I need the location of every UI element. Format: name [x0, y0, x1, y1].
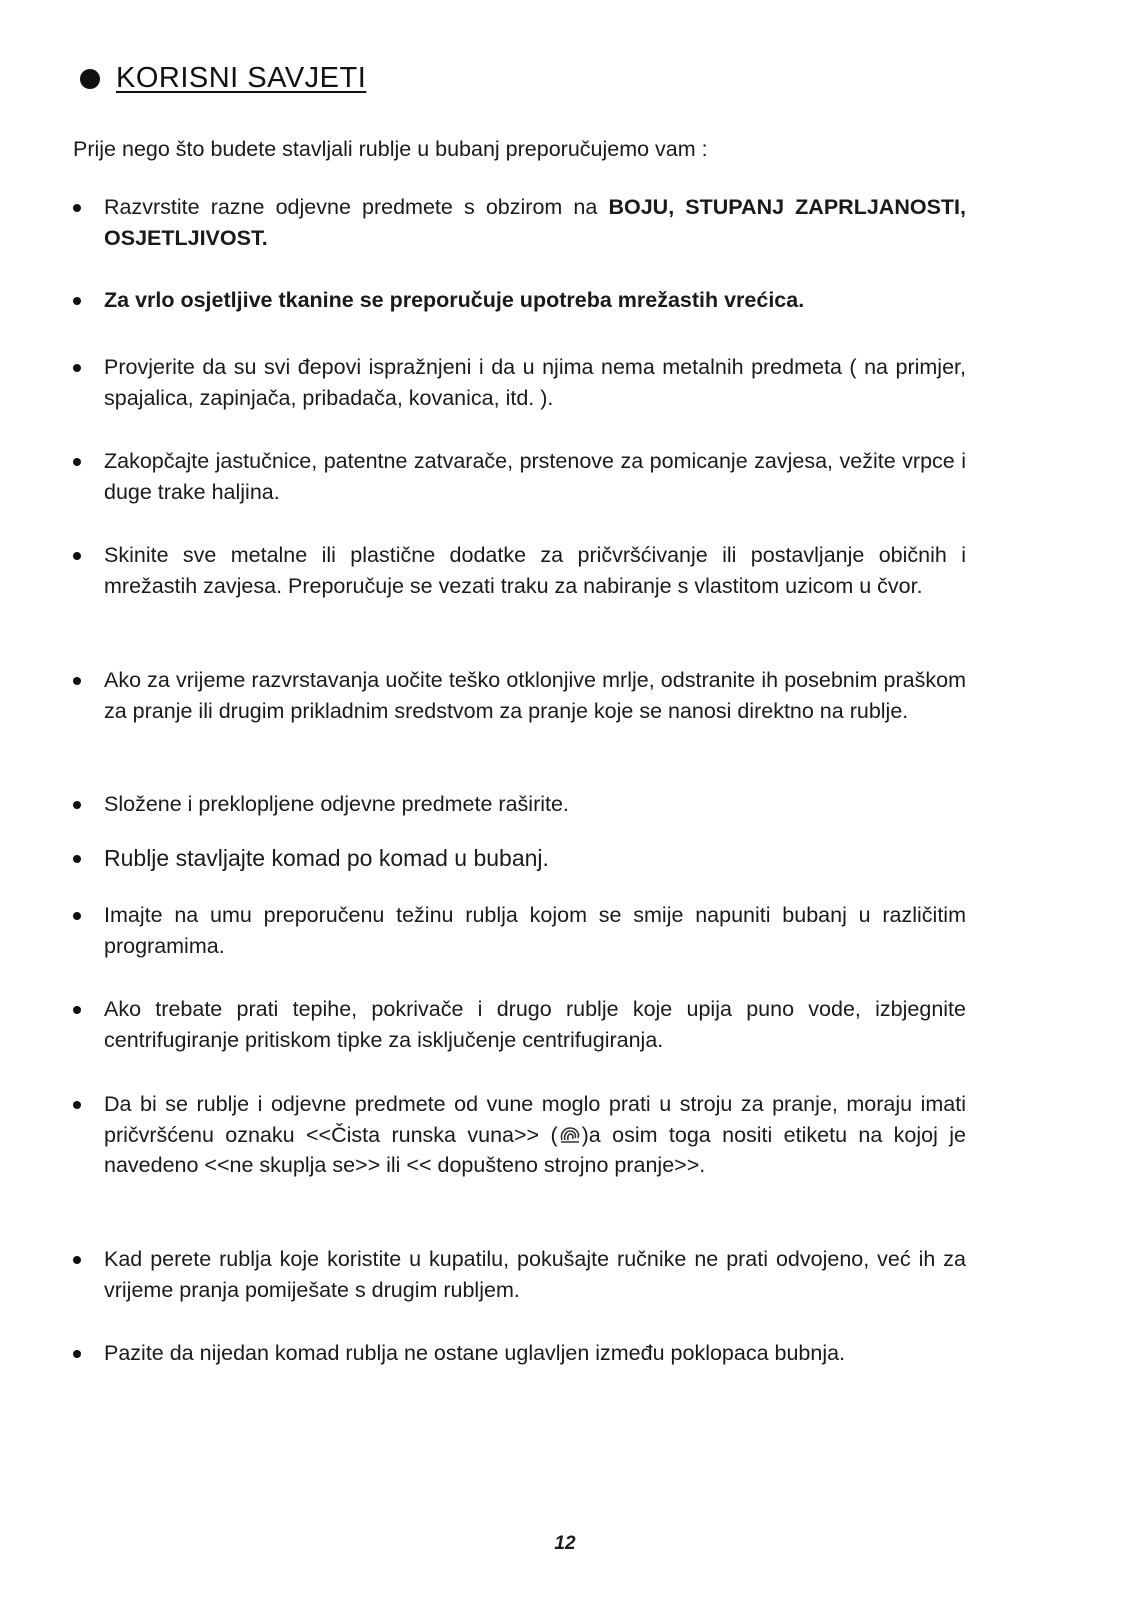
item-text: Da bi se rublje i odjevne predmete od vune moglo prati u stroju za pranje, moraju imati pričvršćenu oznaku <<Čista runska vuna>> (: [104, 1092, 966, 1147]
page-number: 12: [554, 1533, 576, 1554]
item-text: Zakopčajte jastučnice, patentne zatvarače, prstenove za pomicanje zavjesa, vežite vrpce i duge trake haljina.: [104, 449, 966, 504]
item-text-after: )a osim toga nositi etiketu na kojoj je navedeno <<ne skuplja se>> ili << dopušteno strojno pranje>>.: [104, 1122, 967, 1177]
item-text: Ako trebate prati tepihe, pokrivače i drugo rublje koje upija puno vode, izbjegnite centrifugiranje pritiskom tipke za isključenje centrifugiranja.: [104, 997, 966, 1052]
list-item: [66, 446, 966, 507]
list-item: [66, 192, 966, 253]
heading-bullet-icon: [80, 69, 100, 89]
list-item: [66, 540, 966, 601]
section-heading: [80, 62, 366, 95]
wool-mark-icon: [558, 1124, 582, 1146]
item-bold-text: Za vrlo osjetljive tkanine se preporučuje upotreba mrežastih vrećica.: [104, 288, 805, 312]
list-item: [66, 352, 966, 413]
bullet-icon: [73, 677, 81, 685]
bullet-icon: [73, 552, 81, 560]
item-text: Rublje stavljajte komad po komad u bubanj.: [104, 845, 549, 871]
list-item: [66, 900, 966, 961]
list-item: [66, 665, 966, 726]
bullet-icon: [73, 1256, 81, 1264]
bullet-icon: [73, 1101, 81, 1109]
list-item: [66, 1244, 966, 1305]
bullet-icon: [73, 204, 81, 212]
item-text: Skinite sve metalne ili plastične dodatke za pričvršćivanje ili postavljanje običnih i mrežastih zavjesa. Preporučuje se vezati traku za nabiranje s vlastitom uzicom u čvor.: [104, 543, 966, 598]
item-bold-text: BOJU, STUPANJ ZAPRLJANOSTI, OSJETLJIVOST.: [104, 195, 966, 250]
bullet-icon: [73, 912, 81, 920]
bullet-icon: [73, 1350, 81, 1358]
list-item: [66, 994, 966, 1055]
bullet-icon: [73, 364, 81, 372]
list-item: [66, 285, 966, 316]
item-text: Imajte na umu preporučenu težinu rublja kojom se smije napuniti bubanj u različitim programima.: [104, 903, 966, 958]
item-text: Pazite da nijedan komad rublja ne ostane uglavljen između poklopaca bubnja.: [104, 1341, 846, 1365]
list-item: [66, 789, 966, 820]
bullet-icon: [73, 1006, 81, 1014]
item-text: Razvrstite razne odjevne predmete s obzirom na: [104, 195, 609, 219]
bullet-icon: [73, 855, 81, 863]
intro-text: Prije nego što budete stavljali rublje u bubanj preporučujemo vam :: [73, 137, 708, 161]
item-text: Složene i preklopljene odjevne predmete raširite.: [104, 792, 569, 816]
list-item: [66, 1338, 966, 1369]
bullet-icon: [73, 458, 81, 466]
item-text: Ako za vrijeme razvrstavanja uočite teško otklonjive mrlje, odstranite ih posebnim praškom za pranje ili drugim prikladnim sredstvom za pranje koje se nanosi direktno na rublje.: [104, 668, 966, 723]
list-item: [66, 1089, 966, 1181]
heading-title: KORISNI SAVJETI: [116, 62, 367, 94]
item-text: Kad perete rublja koje koristite u kupatilu, pokušajte ručnike ne prati odvojeno, već ih za vrijeme pranja pomiješate s drugim rubljem.: [104, 1247, 966, 1302]
item-text: Provjerite da su svi đepovi ispražnjeni i da u njima nema metalnih predmeta ( na primjer, spajalica, zapinjača, pribadača, kovanica, itd. ).: [104, 355, 966, 410]
bullet-icon: [73, 297, 81, 305]
list-item: [66, 843, 966, 874]
bullet-icon: [73, 801, 81, 809]
